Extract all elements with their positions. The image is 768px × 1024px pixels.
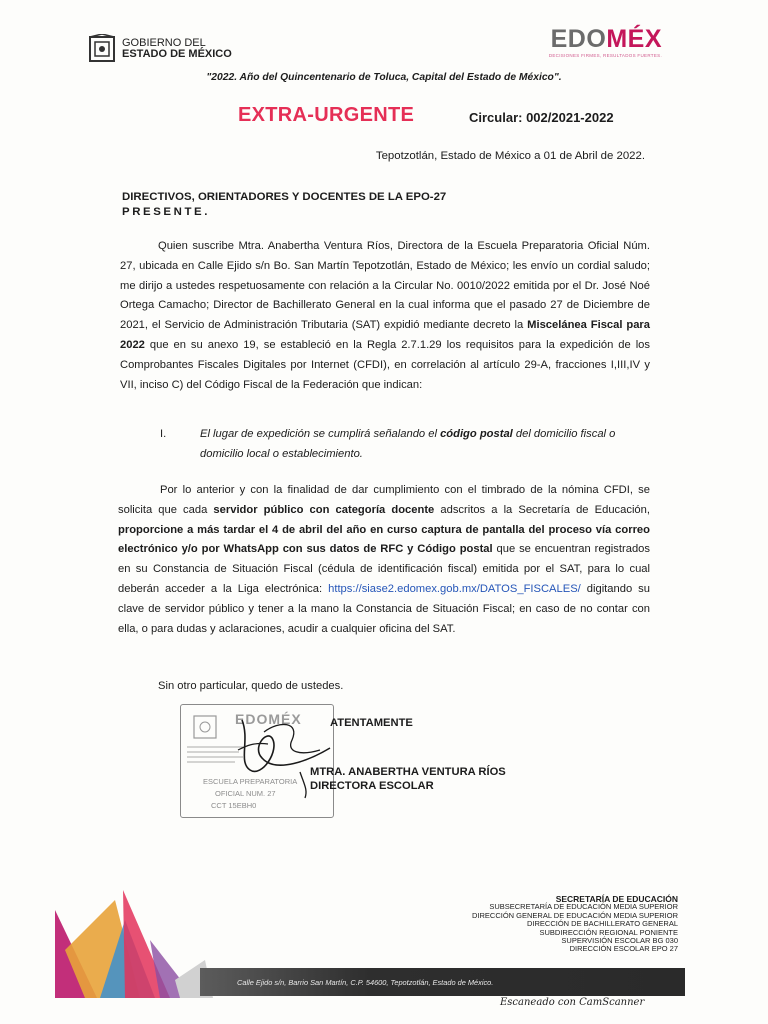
year-motto: "2022. Año del Quincentenario de Toluca, Capital del Estado de México". bbox=[206, 72, 562, 83]
signer-name: MTRA. ANABERTHA VENTURA RÍOS bbox=[310, 766, 506, 778]
place-date: Tepotzotlán, Estado de México a 01 de Abril de 2022. bbox=[375, 150, 645, 162]
stamp-line1: ESCUELA PREPARATORIA bbox=[203, 777, 298, 786]
edomex-logo bbox=[549, 26, 662, 58]
urgency-label: EXTRA-URGENTE bbox=[238, 104, 415, 126]
list-item bbox=[160, 425, 648, 465]
p2-text-c: adscritos a la Secretaría de Educación, bbox=[434, 503, 650, 516]
signer-title: DIRECTORA ESCOLAR bbox=[310, 780, 434, 792]
office-line: SUBDIRECCIÓN REGIONAL PONIENTE bbox=[539, 927, 678, 937]
office-line: SUPERVISIÓN ESCOLAR BG 030 bbox=[561, 936, 678, 946]
p2-text-a: Por lo anterior y con la finalidad de dar cumplimiento con el timbrado de la nómina CFDI, se solicita que cada bbox=[118, 484, 650, 516]
closing-line: Sin otro particular, quedo de ustedes. bbox=[158, 680, 344, 692]
signer-block bbox=[310, 765, 506, 793]
presente-line: PRESENTE. bbox=[122, 206, 210, 218]
stamp-line2: OFICIAL NUM. 27 bbox=[215, 789, 276, 798]
stamp-brand: EDOMÉX bbox=[235, 711, 302, 727]
p2-bold-b: servidor público con categoría docente bbox=[213, 503, 435, 516]
office-line: DIRECCIÓN GENERAL DE EDUCACIÓN MEDIA SUPERIOR bbox=[471, 910, 678, 920]
gov-line1: GOBIERNO DEL bbox=[122, 37, 206, 49]
p1-text-c: que en su anexo 19, se estableció en la Regla 2.7.1.29 los requisitos para la expedición de los Comprobantes Fiscales Digitales por Internet (CFDI), en correlación al artículo 29-A, fracciones I,III,IV y VII, inciso C) del Código Fiscal de la Federación que indican: bbox=[120, 338, 650, 391]
edomex-prefix: EDO bbox=[550, 25, 607, 53]
gobierno-text bbox=[122, 38, 232, 60]
p1-bold: Miscelánea Fiscal para 2022 bbox=[120, 319, 651, 351]
item-text-a: El lugar de expedición se cumplirá señalando el bbox=[200, 428, 441, 440]
edomex-wordmark bbox=[549, 26, 662, 52]
p2-text-f: digitando su clave de servidor público y tener a la mano la Constancia de Situación Fiscal; en caso de no contar con ella, o para dudas y aclaraciones, acudir a cualquier oficina del SAT. bbox=[118, 582, 650, 635]
item-text bbox=[200, 425, 648, 465]
circular-number: Circular: 002/2021-2022 bbox=[469, 110, 614, 125]
p2-text-e: que se encuentran registrados en su Constancia de Situación Fiscal (cédula de identificación fiscal) emitida por el SAT, para lo cual deberán acceder a la Liga electrónica: bbox=[118, 543, 650, 595]
decorative-triangles bbox=[55, 880, 220, 1000]
office-hierarchy bbox=[472, 895, 678, 954]
office-line: DIRECCIÓN ESCOLAR EPO 27 bbox=[569, 944, 678, 954]
stamp-line3: CCT 15EBH0 bbox=[211, 801, 257, 810]
p1-text-a: Quien suscribe Mtra. Anabertha Ventura Ríos, Directora de la Escuela Preparatoria Oficial Núm. 27, ubicada en Calle Ejido s/n Bo. San Martín Tepotzotlán, Estado de México; les envío un cordial saludo; me dirijo a ustedes respetuosamente con relación a la Circular No. 0010/2022 emitida por el Dr. José Noé Ortega Camacho; Director de Bachillerato General en la cual informa que el pasado 27 de Diciembre de 2021, el Servicio de Administración Tributaria (SAT) expidió mediante decreto la bbox=[120, 240, 650, 332]
office-line: SECRETARÍA DE EDUCACIÓN bbox=[555, 894, 678, 904]
atentamente-label: ATENTAMENTE bbox=[330, 717, 413, 729]
fiscal-data-link[interactable]: https://siase2.edomex.gob.mx/DATOS_FISCALES/ bbox=[328, 582, 581, 595]
edomex-mark: MÉX bbox=[606, 25, 662, 53]
scanner-watermark: Escaneado con CamScanner bbox=[500, 997, 645, 1008]
p2-bold-d: proporcione a más tardar el 4 de abril del año en curso captura de pantalla del proceso vía correo electrónico y/o por WhatsApp con sus datos de RFC y Código postal bbox=[118, 523, 650, 556]
office-line: DIRECCIÓN DE BACHILLERATO GENERAL bbox=[526, 919, 678, 929]
state-seal-icon bbox=[88, 34, 116, 64]
gobierno-logo bbox=[88, 34, 232, 64]
item-bold: código postal bbox=[440, 428, 513, 440]
office-line: SUBSECRETARÍA DE EDUCACIÓN MEDIA SUPERIOR bbox=[489, 902, 678, 912]
item-number: I. bbox=[160, 428, 167, 440]
edomex-tagline: DECISIONES FIRMES, RESULTADOS FUERTES. bbox=[548, 53, 662, 58]
recipient-block bbox=[122, 190, 446, 220]
recipient-line: DIRECTIVOS, ORIENTADORES Y DOCENTES DE LA EPO-27 bbox=[122, 191, 447, 203]
gov-line2: ESTADO DE MÉXICO bbox=[122, 48, 232, 60]
item-text-c: del domicilio fiscal o domicilio local o establecimiento. bbox=[200, 428, 616, 460]
footer-address: Calle Ejido s/n, Barrio San Martín, C.P. 54600, Tepotzotlán, Estado de México. bbox=[237, 978, 494, 987]
paragraph-intro bbox=[120, 237, 650, 395]
paragraph-request bbox=[118, 481, 650, 639]
